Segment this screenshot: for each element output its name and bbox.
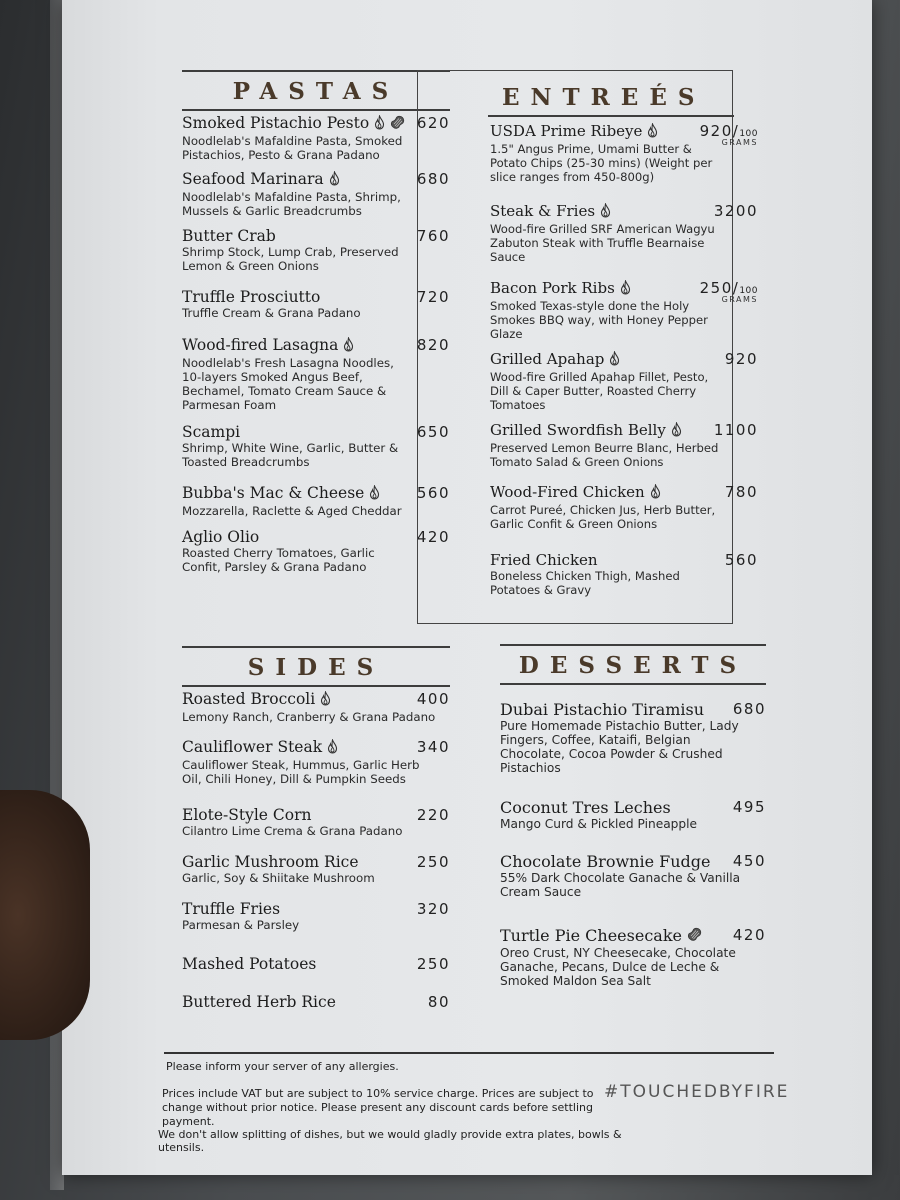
item-price-text: 560 xyxy=(416,484,450,502)
menu-item xyxy=(182,114,450,162)
item-name-text: Mashed Potatoes xyxy=(182,955,317,973)
item-name xyxy=(182,738,450,758)
item-description: Garlic, Soy & Shiitake Mushroom xyxy=(182,871,375,885)
item-name xyxy=(182,955,450,973)
menu-item xyxy=(490,483,758,531)
item-price-text: 720 xyxy=(416,288,450,306)
item-price xyxy=(428,993,450,1011)
pastas-section xyxy=(182,70,450,574)
item-name-text: Buttered Herb Rice xyxy=(182,993,336,1011)
item-name-text: Dubai Pistachio Tiramisu xyxy=(500,700,705,719)
item-price-text: 220 xyxy=(416,806,450,824)
fire-icon xyxy=(609,351,620,370)
menu-item xyxy=(182,423,450,469)
menu-item xyxy=(182,955,450,973)
item-name-text: Grilled Swordfish Belly xyxy=(490,421,666,439)
item-name-text: Garlic Mushroom Rice xyxy=(182,853,359,871)
item-price-text: 420 xyxy=(416,528,450,546)
item-name-text: Wood-Fired Chicken xyxy=(490,483,645,501)
item-price-text: 780 xyxy=(724,483,758,501)
item-price-text: 920 xyxy=(724,350,758,368)
item-description: Wood-fire Grilled Apahap Fillet, Pesto, Dill & Caper Butter, Roasted Cherry Tomatoes xyxy=(490,369,709,412)
fire-icon xyxy=(327,739,338,758)
menu-item xyxy=(182,170,450,218)
price-grams: GRAMS xyxy=(721,138,758,147)
fire-icon xyxy=(620,280,631,299)
item-price xyxy=(733,798,766,816)
item-description: Cauliflower Steak, Hummus, Garlic Herb Oil, Chili Honey, Dill & Pumpkin Seeds xyxy=(182,757,420,786)
item-description: Preserved Lemon Beurre Blanc, Herbed Tomato Salad & Green Onions xyxy=(490,440,719,469)
fire-icon xyxy=(343,337,354,356)
peanut-icon xyxy=(687,927,703,946)
item-price-text: 250/ xyxy=(699,279,740,297)
item-price xyxy=(417,955,450,973)
item-name-text: Butter Crab xyxy=(182,227,276,245)
item-price xyxy=(725,350,758,368)
item-price-text: 450 xyxy=(732,852,766,870)
menu-item xyxy=(182,528,450,574)
item-price xyxy=(725,483,758,501)
menu-item xyxy=(500,926,766,988)
item-name-text: Bubba's Mac & Cheese xyxy=(182,484,365,502)
item-price xyxy=(417,853,450,871)
sides-title: SIDES xyxy=(247,654,385,681)
menu-item xyxy=(500,852,766,899)
item-name xyxy=(182,227,450,245)
item-price xyxy=(714,202,758,220)
menu-item xyxy=(500,700,766,775)
footer-rule xyxy=(164,1052,774,1054)
item-price-text: 3200 xyxy=(713,202,758,220)
item-price xyxy=(733,700,766,718)
menu-item xyxy=(182,484,450,518)
item-description: Smoked Texas-style done the Holy Smokes BBQ way, with Honey Pepper Glaze xyxy=(490,298,708,341)
item-price-text: 920/ xyxy=(699,122,740,140)
item-price-text: 620 xyxy=(416,114,450,132)
item-description: Noodlelab's Fresh Lasagna Noodles, 10-layers Smoked Angus Beef, Bechamel, Tomato Cream Sauce & Parmesan Foam xyxy=(182,355,394,412)
item-name-text: Grilled Apahap xyxy=(490,350,605,368)
item-name xyxy=(500,700,766,719)
item-price xyxy=(714,421,758,439)
item-name-text: Turtle Pie Cheesecake xyxy=(500,926,682,945)
fire-icon xyxy=(374,115,385,134)
peanut-icon xyxy=(390,115,406,134)
menu-item xyxy=(182,738,450,786)
menu-item xyxy=(490,122,758,184)
item-name-text: Elote-Style Corn xyxy=(182,806,312,824)
menu-item xyxy=(490,202,758,264)
item-description: 55% Dark Chocolate Ganache & Vanilla Cream Sauce xyxy=(500,871,741,899)
item-price-text: 680 xyxy=(416,170,450,188)
vat-note: Prices include VAT but are subject to 10% service charge. Prices are subject to change without prior notice. Please present any discount cards before settling payment. xyxy=(162,1087,594,1128)
item-description: Lemony Ranch, Cranberry & Grana Padano xyxy=(182,709,436,724)
item-description: Cilantro Lime Crema & Grana Padano xyxy=(182,824,403,838)
item-price-text: 420 xyxy=(732,926,766,944)
item-description: Carrot Pureé, Chicken Jus, Herb Butter, Garlic Confit & Green Onions xyxy=(490,502,716,531)
item-price-text: 820 xyxy=(416,336,450,354)
item-price-text: 320 xyxy=(416,900,450,918)
menu-item xyxy=(182,900,450,932)
item-name xyxy=(490,350,758,370)
item-name xyxy=(182,690,450,710)
item-name xyxy=(182,993,450,1011)
item-description: Mango Curd & Pickled Pineapple xyxy=(500,817,698,831)
entrees-section xyxy=(488,78,758,117)
menu-item xyxy=(182,993,450,1011)
item-name xyxy=(182,423,450,441)
desserts-title: DESSERTS xyxy=(518,652,748,679)
item-name-text: Roasted Broccoli xyxy=(182,690,316,708)
item-name xyxy=(182,853,450,871)
item-description: Boneless Chicken Thigh, Mashed Potatoes & Gravy xyxy=(490,569,680,597)
rule xyxy=(182,109,450,111)
fire-icon xyxy=(671,422,682,441)
rule xyxy=(488,115,734,117)
item-name xyxy=(500,926,766,946)
menu-item xyxy=(182,853,450,885)
item-price-text: 680 xyxy=(732,700,766,718)
menu-item xyxy=(490,279,758,341)
item-name-text: Steak & Fries xyxy=(490,202,596,220)
item-price-text: 80 xyxy=(427,993,450,1011)
item-name xyxy=(182,484,450,504)
item-description: 1.5" Angus Prime, Umami Butter & Potato Chips (25-30 mins) (Weight per slice ranges from 450-800g) xyxy=(490,141,713,184)
item-name xyxy=(182,170,450,190)
item-description: Mozzarella, Raclette & Aged Cheddar xyxy=(182,503,402,518)
allergy-note: Please inform your server of any allergies. xyxy=(166,1060,399,1073)
price-grams: GRAMS xyxy=(721,295,758,304)
fire-icon xyxy=(329,171,340,190)
item-price-text: 495 xyxy=(732,798,766,816)
menu-item xyxy=(490,350,758,412)
item-description: Oreo Crust, NY Cheesecake, Chocolate Ganache, Pecans, Dulce de Leche & Smoked Maldon Sea Salt xyxy=(500,946,736,988)
fire-icon xyxy=(369,485,380,504)
menu-item xyxy=(490,551,758,597)
hashtag: #TOUCHEDBYFIRE xyxy=(604,1082,790,1102)
item-name-text: Aglio Olio xyxy=(182,528,260,546)
item-name-text: Chocolate Brownie Fudge xyxy=(500,852,711,871)
item-name-text: Fried Chicken xyxy=(490,551,598,569)
item-name-text: Smoked Pistachio Pesto xyxy=(182,114,370,132)
item-description: Shrimp, White Wine, Garlic, Butter & Toasted Breadcrumbs xyxy=(182,441,399,469)
item-price xyxy=(417,806,450,824)
item-price xyxy=(417,900,450,918)
pastas-title: PASTAS xyxy=(232,78,400,105)
item-description: Parmesan & Parsley xyxy=(182,918,300,932)
item-price-text: 650 xyxy=(416,423,450,441)
item-name xyxy=(500,798,766,817)
fire-icon xyxy=(320,691,331,710)
item-description: Pure Homemade Pistachio Butter, Lady Fingers, Coffee, Kataifi, Belgian Chocolate, Cocoa Powder & Crushed Pistachios xyxy=(500,719,739,775)
item-price-text: 1100 xyxy=(713,421,758,439)
price-unit: 100 xyxy=(739,286,758,296)
item-name xyxy=(490,483,758,503)
item-description: Noodlelab's Mafaldine Pasta, Shrimp, Mussels & Garlic Breadcrumbs xyxy=(182,189,401,218)
item-price-text: 760 xyxy=(416,227,450,245)
item-price xyxy=(733,852,766,870)
item-name-text: Truffle Fries xyxy=(182,900,281,918)
item-price xyxy=(417,690,450,708)
rule xyxy=(182,685,450,687)
sides-section xyxy=(182,646,450,1011)
item-name-text: Wood-fired Lasagna xyxy=(182,336,339,354)
menu-item xyxy=(182,227,450,273)
desserts-section xyxy=(500,644,766,988)
item-name xyxy=(182,336,450,356)
entrees-title: ENTREÉS xyxy=(502,84,706,111)
item-name-text: Cauliflower Steak xyxy=(182,738,323,756)
item-price-text: 400 xyxy=(416,690,450,708)
menu-item xyxy=(490,421,758,469)
menu-item xyxy=(500,798,766,831)
item-price xyxy=(733,926,766,944)
item-name xyxy=(182,528,450,546)
hand xyxy=(0,790,90,1040)
item-name xyxy=(182,114,450,134)
menu-item xyxy=(182,288,450,320)
menu-item xyxy=(182,806,450,838)
fire-icon xyxy=(600,203,611,222)
fire-icon xyxy=(650,484,661,503)
item-price xyxy=(417,738,450,756)
fire-icon xyxy=(647,123,658,142)
item-price xyxy=(725,551,758,569)
item-description: Wood-fire Grilled SRF American Wagyu Zabuton Steak with Truffle Bearnaise Sauce xyxy=(490,221,715,264)
item-name xyxy=(182,288,450,306)
item-price-text: 560 xyxy=(724,551,758,569)
price-unit: 100 xyxy=(739,129,758,139)
item-name xyxy=(500,852,766,871)
item-price-text: 250 xyxy=(416,853,450,871)
menu-item xyxy=(182,336,450,412)
splitting-note: We don't allow splitting of dishes, but we would gladly provide extra plates, bowls & utensils. xyxy=(158,1128,622,1154)
rule xyxy=(500,683,766,685)
item-name xyxy=(490,551,758,569)
item-name-text: Bacon Pork Ribs xyxy=(490,279,615,297)
item-name xyxy=(182,900,450,918)
item-description: Truffle Cream & Grana Padano xyxy=(182,306,361,320)
menu-item xyxy=(182,690,450,724)
item-description: Shrimp Stock, Lump Crab, Preserved Lemon & Green Onions xyxy=(182,245,399,273)
item-description: Noodlelab's Mafaldine Pasta, Smoked Pistachios, Pesto & Grana Padano xyxy=(182,133,403,162)
item-name-text: Seafood Marinara xyxy=(182,170,324,188)
item-price-text: 340 xyxy=(416,738,450,756)
item-description: Roasted Cherry Tomatoes, Garlic Confit, Parsley & Grana Padano xyxy=(182,546,375,574)
item-name-text: Truffle Prosciutto xyxy=(182,288,321,306)
item-name xyxy=(182,806,450,824)
item-price-text: 250 xyxy=(416,955,450,973)
item-name-text: Scampi xyxy=(182,423,241,441)
item-name-text: Coconut Tres Leches xyxy=(500,798,671,817)
item-name-text: USDA Prime Ribeye xyxy=(490,122,643,140)
